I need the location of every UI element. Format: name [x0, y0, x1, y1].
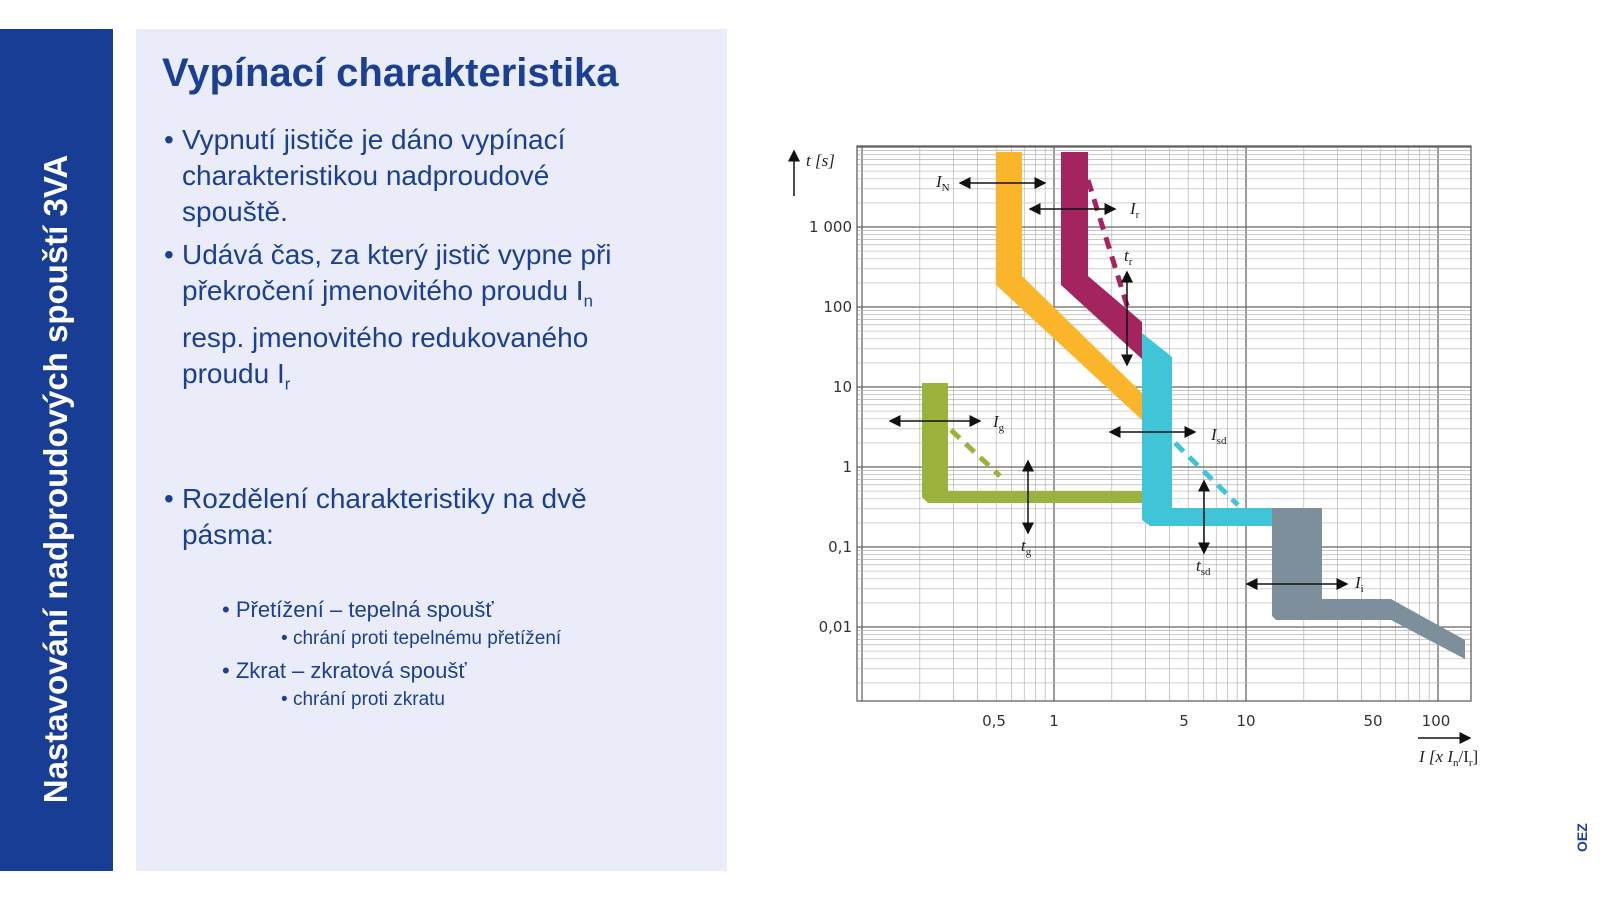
band-cyan — [1142, 333, 1272, 526]
y-tick-100: 100 — [823, 298, 852, 316]
label-Isd: $I_{sd}$ — [1211, 425, 1227, 447]
x-axis-label: I [x $I_n/I_r$] — [1419, 747, 1479, 769]
y-tick-0-1: 0,1 — [828, 538, 852, 556]
bullet-3: • Rozdělení charakteristiky na dvě pásma: — [164, 483, 587, 550]
x-tick-1: 1 — [1049, 712, 1059, 730]
label-Ir: $I_r$ — [1130, 199, 1140, 221]
cyan-dashed-curve — [1175, 443, 1238, 505]
label-Ig: $I_g$ — [993, 412, 1005, 434]
sub-item-overload: • Přetížení – tepelná spoušť — [222, 597, 494, 622]
bullet-2: • Udává čas, za který jistič vypne při překročení jmenovitého proudu $I_n$ resp. jmenovitého redukovaného proudu $I_r$ — [164, 239, 612, 394]
sub-item-overload-detail: • chrání proti tepelnému přetížení — [281, 628, 562, 649]
label-tr: $t_r$ — [1124, 246, 1133, 268]
x-tick-50: 50 — [1363, 712, 1383, 730]
slide-title: Vypínací charakteristika — [162, 51, 619, 95]
x-tick-100: 100 — [1421, 712, 1451, 730]
y-tick-1000: 1 000 — [809, 218, 852, 236]
y-tick-1: 1 — [842, 458, 852, 476]
label-tsd: $t_{sd}$ — [1196, 556, 1211, 578]
label-IN: $I_N$ — [936, 172, 950, 194]
label-Ii: $I_i$ — [1355, 573, 1364, 595]
sub-item-short-circuit: • Zkrat – zkratová spoušť — [222, 658, 467, 683]
y-tick-labels — [809, 218, 852, 636]
oez-logo: OEZ — [1574, 823, 1590, 852]
text-panel — [136, 29, 727, 871]
x-tick-5: 5 — [1179, 712, 1189, 730]
x-tick-labels — [982, 712, 1450, 730]
label-tg: $t_g$ — [1021, 536, 1032, 558]
sub-item-short-circuit-detail: • chrání proti zkratu — [281, 689, 446, 710]
x-tick-10: 10 — [1236, 712, 1256, 730]
green-dashed-curve — [951, 430, 1000, 476]
sidebar-title: Nastavování nadproudových spouští 3VA — [37, 154, 74, 804]
y-tick-10: 10 — [832, 378, 852, 396]
trip-characteristic-chart — [770, 130, 1490, 770]
sidebar — [0, 29, 113, 871]
x-tick-0-5: 0,5 — [982, 712, 1006, 730]
bullet-1: • Vypnutí jističe je dáno vypínací charakteristikou nadproudové spouště. — [164, 124, 566, 227]
y-tick-0-01: 0,01 — [818, 618, 852, 636]
y-axis-label: t [s] — [806, 151, 835, 170]
